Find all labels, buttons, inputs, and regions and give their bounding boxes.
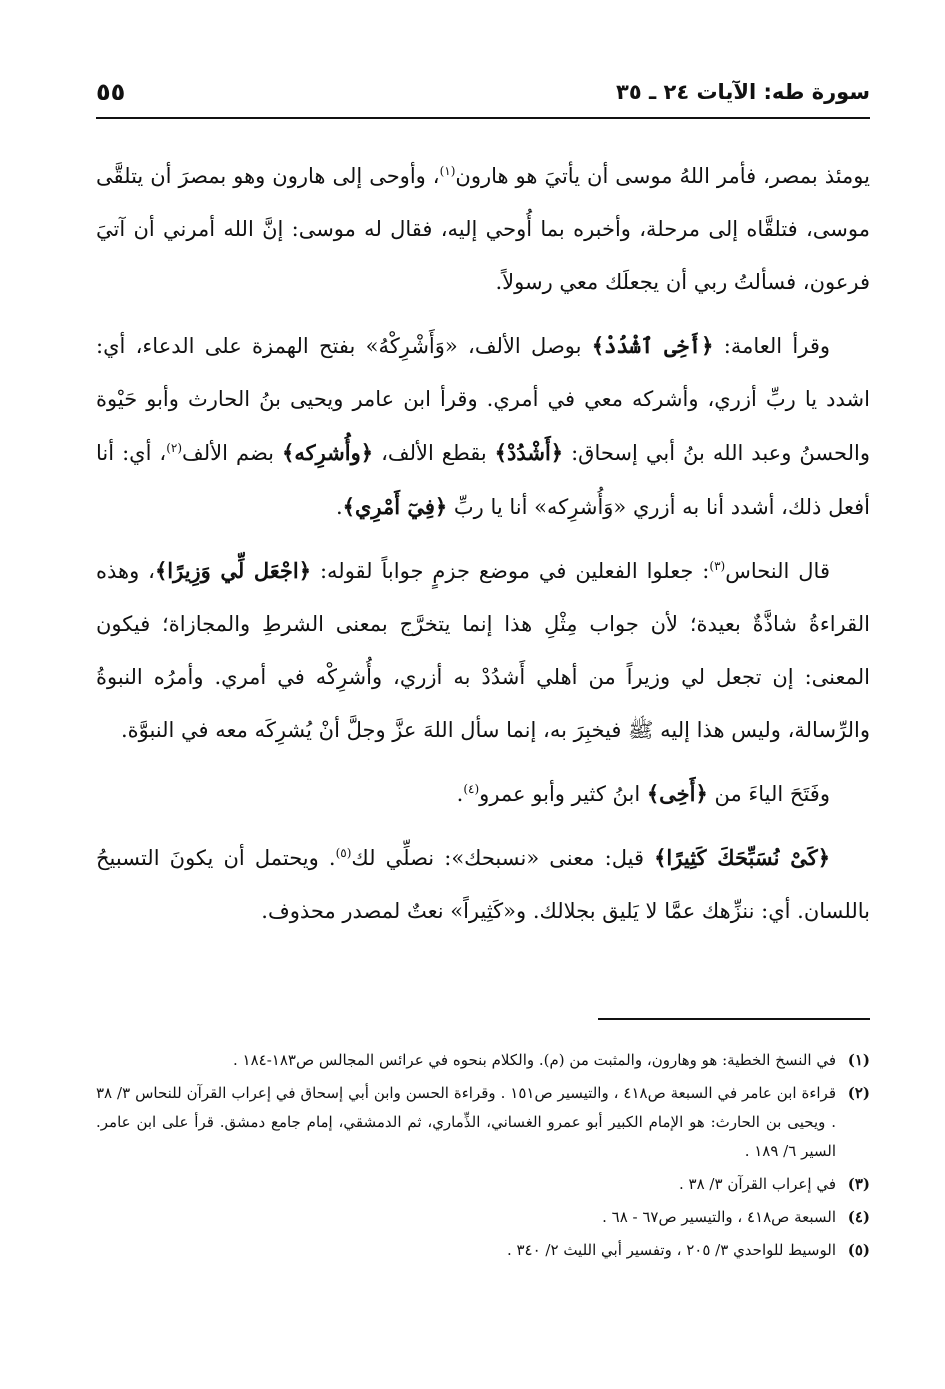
footnotes bbox=[96, 1046, 870, 1269]
quran-quote: ﴿أَشْدُدْ﴾ bbox=[494, 440, 564, 465]
paragraph bbox=[96, 831, 870, 938]
footnote-text: في النسخ الخطية: هو وهارون، والمثبت من (م). والكلام بنحوه في عرائس المجالس ص١٨٣-١٨٤ . bbox=[232, 1051, 836, 1069]
text-segment: ابنُ كثير وأبو عمرو bbox=[479, 782, 647, 806]
main-text bbox=[96, 150, 870, 948]
footnote-number: (٣) bbox=[847, 1175, 870, 1193]
text-segment: بقطع الألف، bbox=[373, 441, 495, 465]
quran-quote: ﴿أَخِى ٱشْدُدْ﴾ bbox=[591, 333, 714, 358]
text-segment: ، وهذه القراءةُ شاذَّةٌ بعيدة؛ لأن جواب مِثْلِ هذا إنما يتخرَّج بمعنى الشرطِ والمجازاة؛ فيكون المعنى: إن تجعل لي وزيراً من أهلي أَشدُدْ به أزري، وأُشرِكْه في أمري. وأمرُه النبوةُ والرِّسالة، وليس هذا إليه ﷺ فيخبِرَ به، إنما سأل اللهَ عزَّ وجلَّ أنْ يُشرِكَه معه في النبوَّة. bbox=[96, 559, 870, 742]
header-rule bbox=[96, 117, 870, 119]
text-segment: بضم الألف bbox=[182, 441, 283, 465]
footnote-number: (١) bbox=[847, 1051, 870, 1069]
quran-quote: ﴿وأُشرِكه﴾ bbox=[282, 440, 374, 465]
text-segment: بوصل الألف، «وَأَشْرِكْهُ» بفتح الهمزة على الدعاء، أي: اشدد يا ربِّ أزري، وأشركه معي في أمري. وقرأ ابن عامر ويحيى بنُ الحارث وأبو حَيْوة والحسنُ وعبد الله بنُ أبي إسحاق: bbox=[96, 334, 870, 465]
quran-quote: ﴿أَخِى﴾ bbox=[646, 781, 708, 806]
footnote-marker: (٢) bbox=[166, 441, 183, 455]
footnote-number: (٤) bbox=[847, 1208, 870, 1226]
footnote-text: السبعة ص٤١٨ ، والتيسير ص٦٧ - ٦٨ . bbox=[602, 1208, 836, 1226]
footnote-marker: (١) bbox=[439, 164, 456, 178]
text-segment: قيل: معنى «نسبحك»: نصلِّي لك bbox=[351, 846, 655, 870]
footnote-number: (٢) bbox=[847, 1084, 870, 1102]
text-segment: : جعلوا الفعلين في موضع جزمٍ جواباً لقوله: bbox=[311, 559, 710, 583]
text-segment: يومئذ بمصر، فأمر اللهُ موسى أن يأتيَ هو هارون bbox=[455, 164, 870, 188]
text-segment: . bbox=[456, 782, 464, 806]
page-number: ٥٥ bbox=[96, 78, 126, 106]
text-segment: . bbox=[335, 495, 343, 519]
footnote-separator bbox=[598, 1018, 870, 1020]
text-segment: ، وأوحى إلى هارون وهو بمصرَ أن يتلقَّى موسى، فتلقَّاه إلى مرحلة، وأخبره بما أُوحي إليه، فقال له موسى: إنَّ الله أمرني أن آتيَ فرعون، فسألتُ ربي أن يجعلَك معي رسولاً. bbox=[96, 164, 870, 294]
running-title: سورة طه: الآيات ٢٤ ـ ٣٥ bbox=[616, 80, 870, 104]
paragraph bbox=[96, 767, 870, 821]
text-segment: ، أي: أنا أفعل ذلك، أشدد أنا به أزري «وَأُشرِكه» أنا يا ربِّ bbox=[96, 441, 870, 519]
footnote-item bbox=[96, 1170, 870, 1199]
footnote-text: قراءة ابن عامر في السبعة ص٤١٨ ، والتيسير ص١٥١ . وقراءة الحسن وابن أبي إسحاق في إعراب القرآن للنحاس ٣/ ٣٨ . ويحيى بن الحارث: هو الإمام الكبير أبو عمرو الغساني، الذِّماري، ثم الدمشقي، إمام جامع دمشق. قرأ على ابن عامر. السير ٦/ ١٨٩ . bbox=[96, 1084, 836, 1160]
footnote-marker: (٥) bbox=[335, 846, 352, 860]
footnote-number: (٥) bbox=[847, 1241, 870, 1259]
footnote-marker: (٤) bbox=[463, 782, 480, 796]
paragraph bbox=[96, 319, 870, 534]
text-segment: قال النحاس bbox=[725, 559, 830, 583]
footnote-marker: (٣) bbox=[709, 559, 726, 573]
text-segment: . ويحتمل أن يكونَ التسبيحُ باللسان. أي: ننزِّهك عمَّا لا يَليق بجلالك. و«كَثِيراً» نعتٌ لمصدر محذوف. bbox=[96, 846, 870, 923]
quran-quote: ﴿فِيٓ أَمْرِي﴾ bbox=[342, 494, 448, 519]
footnote-text: الوسيط للواحدي ٣/ ٢٠٥ ، وتفسير أبي الليث ٢/ ٣٤٠ . bbox=[506, 1241, 836, 1259]
footnote-item bbox=[96, 1203, 870, 1232]
quran-quote: ﴿اجْعَل لِّي وَزِيرًا﴾ bbox=[154, 558, 312, 583]
footnote-item bbox=[96, 1236, 870, 1265]
paragraph bbox=[96, 150, 870, 309]
paragraph bbox=[96, 544, 870, 757]
quran-quote: ﴿كَىْ نُسَبِّحَكَ كَثِيرًا﴾ bbox=[654, 845, 831, 870]
text-segment: وفَتَحَ الياءَ من bbox=[707, 782, 830, 806]
footnote-text: في إعراب القرآن ٣/ ٣٨ . bbox=[678, 1175, 836, 1193]
text-segment: وقرأ العامة: bbox=[713, 334, 831, 358]
page-header bbox=[96, 72, 870, 118]
footnote-item bbox=[96, 1079, 870, 1166]
footnote-item bbox=[96, 1046, 870, 1075]
